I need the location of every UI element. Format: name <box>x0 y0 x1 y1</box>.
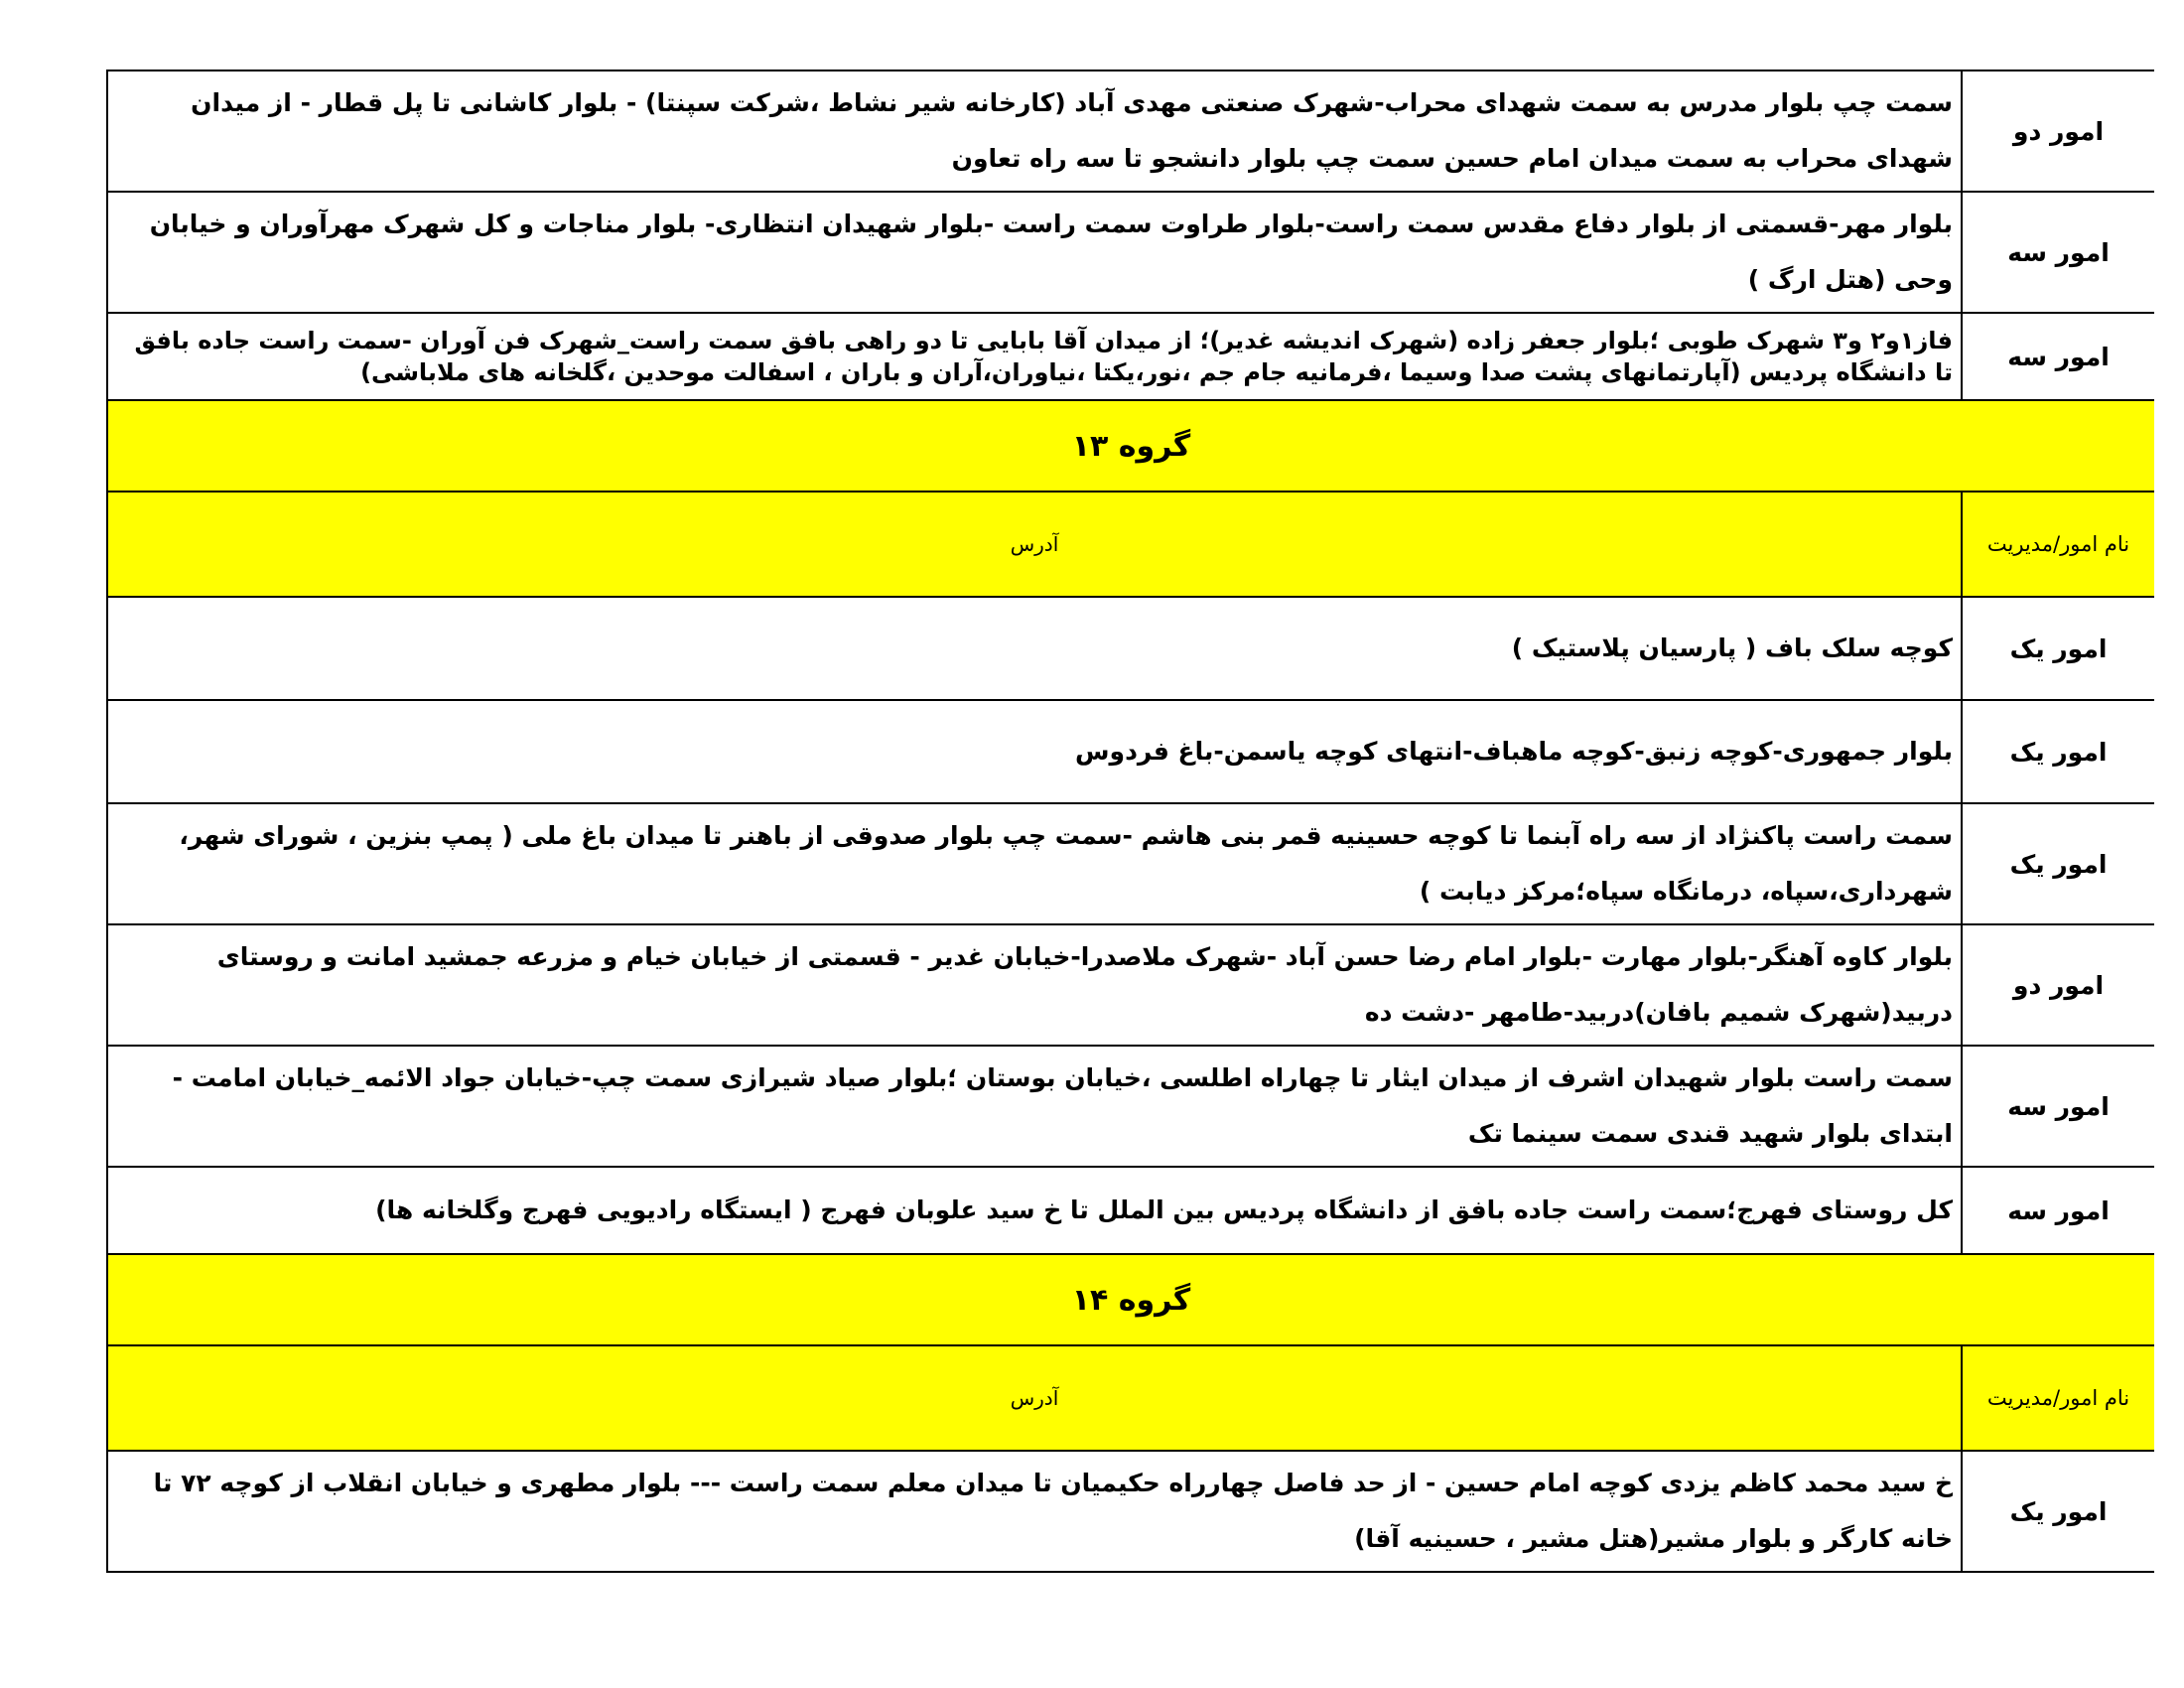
address-cell: خ سید محمد کاظم یزدی کوچه امام حسین - از حد فاصل چهارراه حکیمیان تا میدان معلم سمت راست --- بلوار مطهری و خیابان انقلاب از کوچه ۷۲ تا خانه کارگر و بلوار مشیر(هتل مشیر ، حسینیه آقا) <box>107 1451 1962 1572</box>
column-header-address: آدرس <box>107 492 1962 597</box>
table-row <box>107 313 2154 400</box>
address-cell: فاز۱و۲ و۳ شهرک طوبی ؛بلوار جعفر زاده (شهرک اندیشه غدیر)؛ از میدان آقا بابایی تا دو راهی بافق سمت راست_شهرک فن آوران -سمت راست جاده بافق تا دانشگاه پردیس (آپارتمانهای پشت صدا وسیما ،فرمانیه جام جم ،نور،یکتا ،نیاوران،آران و باران ، اسفالت موحدین ،گلخانه های ملاباشی) <box>107 313 1962 400</box>
column-header-row <box>107 1345 2154 1451</box>
table-row <box>107 1167 2154 1254</box>
unit-cell: امور یک <box>1962 1451 2154 1572</box>
address-cell: سمت راست بلوار شهیدان اشرف از میدان ایثار تا چهاراه اطلسی ،خیابان بوستان ؛بلوار صیاد شیرازی سمت چپ-خیابان جواد الائمه_خیابان امامت - ابتدای بلوار شهید قندی سمت سینما تک <box>107 1046 1962 1167</box>
unit-cell: امور سه <box>1962 192 2154 313</box>
table-row <box>107 700 2154 803</box>
table-row <box>107 597 2154 700</box>
table-row <box>107 803 2154 924</box>
column-header-unit: نام امور/مدیریت <box>1962 492 2154 597</box>
unit-cell: امور سه <box>1962 1167 2154 1254</box>
table-row <box>107 70 2154 192</box>
unit-cell: امور یک <box>1962 803 2154 924</box>
group-13-title: گروه ۱۳ <box>107 400 2154 492</box>
unit-cell: امور یک <box>1962 597 2154 700</box>
column-header-unit: نام امور/مدیریت <box>1962 1345 2154 1451</box>
unit-cell: امور سه <box>1962 1046 2154 1167</box>
group-title-row <box>107 400 2154 492</box>
address-cell: سمت راست پاکنژاد از سه راه آبنما تا کوچه حسینیه قمر بنی هاشم -سمت چپ بلوار صدوقی از باهنر تا میدان باغ ملی ( پمپ بنزین ، شورای شهر، شهرداری،سپاه، درمانگاه سپاه؛مرکز دیابت ) <box>107 803 1962 924</box>
unit-cell: امور دو <box>1962 70 2154 192</box>
table-row <box>107 192 2154 313</box>
address-cell: بلوار کاوه آهنگر-بلوار مهارت -بلوار امام رضا حسن آباد -شهرک ملاصدرا-خیابان غدیر - قسمتی از خیابان خیام و مزرعه جمشید امانت و روستای دربید(شهرک شمیم بافان)دربید-طامهر -دشت ده <box>107 924 1962 1046</box>
table-row <box>107 1451 2154 1572</box>
unit-cell: امور دو <box>1962 924 2154 1046</box>
unit-cell: امور سه <box>1962 313 2154 400</box>
outage-schedule-table <box>106 70 2154 1573</box>
address-cell: بلوار جمهوری-کوچه زنبق-کوچه ماهباف-انتهای کوچه یاسمن-باغ فردوس <box>107 700 1962 803</box>
address-cell: بلوار مهر-قسمتی از بلوار دفاع مقدس سمت راست-بلوار طراوت سمت راست -بلوار شهیدان انتظاری- بلوار مناجات و کل شهرک مهرآوران و خیابان وحی (هتل ارگ ) <box>107 192 1962 313</box>
unit-cell: امور یک <box>1962 700 2154 803</box>
group-14-title: گروه ۱۴ <box>107 1254 2154 1345</box>
group-title-row <box>107 1254 2154 1345</box>
column-header-address: آدرس <box>107 1345 1962 1451</box>
table-row <box>107 1046 2154 1167</box>
table-row <box>107 924 2154 1046</box>
address-cell: کل روستای فهرج؛سمت راست جاده بافق از دانشگاه پردیس بین الملل تا خ سید علوبان فهرج ( ایستگاه رادیویی فهرج وگلخانه ها) <box>107 1167 1962 1254</box>
column-header-row <box>107 492 2154 597</box>
address-cell: سمت چپ بلوار مدرس به سمت شهدای محراب-شهرک صنعتی مهدی آباد (کارخانه شیر نشاط ،شرکت سپنتا) - بلوار کاشانی تا پل قطار - از میدان شهدای محراب به سمت میدان امام حسین سمت چپ بلوار دانشجو تا سه راه تعاون <box>107 70 1962 192</box>
address-cell: کوچه سلک باف ( پارسیان پلاستیک ) <box>107 597 1962 700</box>
